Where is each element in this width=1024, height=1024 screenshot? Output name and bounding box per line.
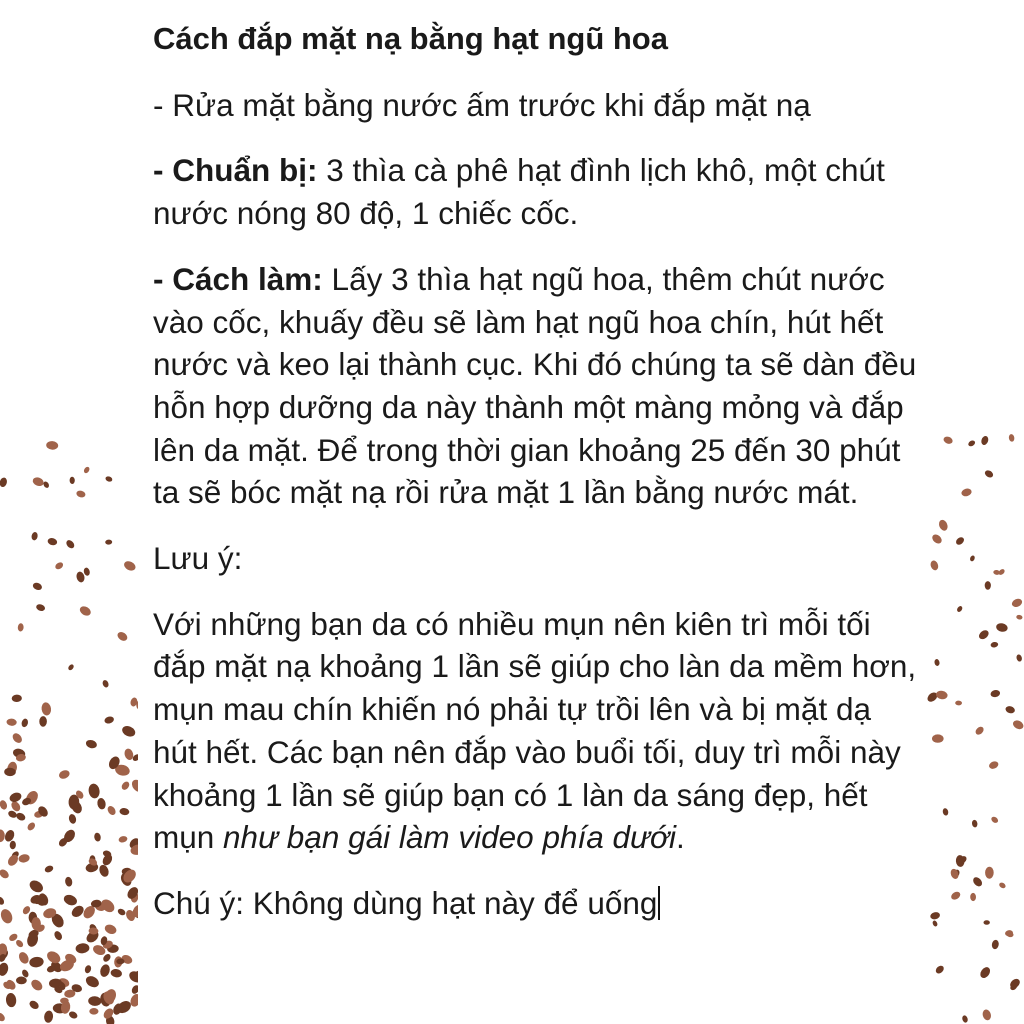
seed-dot: [929, 911, 940, 920]
seed-dot: [32, 581, 43, 591]
seed-dot: [119, 807, 130, 815]
seed-dot: [105, 475, 113, 482]
seed-dot: [75, 943, 90, 954]
seed-dot: [929, 559, 939, 571]
seed-dot: [54, 561, 64, 571]
seed-dot: [70, 903, 86, 919]
note-body-text: Với những bạn da có nhiều mụn nên kiên trì mỗi tối đắp mặt nạ khoảng 1 lần sẽ giúp cho làn da mềm hơn, mụn mau chín khiến nó phải tự trồi lên và bị mặt dạ hút hết. Các bạn nên đắp vào buổi tối, duy trì mỗi này khoảng 1 lần sẽ giúp bạn có 1 làn da sáng đẹp, hết mụn: [153, 605, 917, 856]
seed-dot: [94, 832, 102, 842]
intro-step: - Rửa mặt bằng nước ấm trước khi đắp mặt nạ: [153, 86, 811, 123]
seed-dot: [995, 622, 1008, 632]
seed-dot: [955, 536, 966, 547]
seed-dot: [942, 808, 949, 816]
seed-dot: [17, 950, 30, 965]
seed-dot: [102, 679, 110, 688]
seed-dot: [998, 881, 1006, 889]
seed-dot: [88, 996, 102, 1006]
seed-dot: [76, 490, 87, 499]
seed-dot: [932, 734, 944, 742]
seed-dot: [5, 993, 17, 1008]
seed-dot: [969, 555, 975, 562]
warning-paragraph[interactable]: [153, 882, 923, 925]
article-body: [153, 18, 923, 925]
seed-dot: [104, 715, 115, 724]
preparation-text: 3 thìa cà phê hạt đình lịch khô, một chút nước nóng 80 độ, 1 chiếc cốc.: [153, 152, 885, 232]
seed-dot: [932, 920, 939, 927]
seed-dot: [89, 1008, 98, 1015]
seed-dot: [937, 519, 949, 532]
seed-dot: [120, 724, 136, 738]
seed-dot: [942, 435, 953, 445]
seed-dot: [67, 663, 75, 671]
preparation-paragraph: [153, 149, 923, 234]
seed-dot: [117, 907, 127, 916]
seed-dot: [1008, 434, 1015, 442]
seed-dot: [15, 811, 27, 822]
text-cursor: [658, 886, 660, 920]
seed-dot: [98, 864, 111, 879]
seed-dot: [35, 603, 46, 612]
seed-dot: [0, 1011, 6, 1023]
seed-dot: [53, 930, 64, 942]
method-label: - Cách làm:: [153, 260, 323, 297]
seed-dot: [990, 815, 999, 824]
seed-dot: [0, 799, 8, 810]
seed-dot: [83, 466, 91, 474]
seed-dot: [18, 623, 24, 632]
seed-dot: [0, 895, 6, 906]
article-title: Cách đắp mặt nạ bằng hạt ngũ hoa: [153, 21, 668, 56]
seed-dot: [985, 867, 994, 879]
seed-dot: [971, 819, 978, 827]
seed-dot: [16, 976, 27, 984]
seed-dot: [967, 439, 976, 447]
seed-dot: [1005, 705, 1016, 714]
note-italic-text: như bạn gái làm video phía dưới: [223, 819, 677, 856]
seed-dot: [11, 731, 24, 744]
seed-dot: [8, 791, 23, 804]
seed-dot: [28, 999, 40, 1011]
seed-dot: [956, 605, 963, 613]
method-paragraph: [153, 258, 923, 514]
seed-dot: [46, 441, 59, 451]
seed-dot: [990, 689, 1001, 698]
seed-dot: [984, 920, 990, 925]
seed-dot: [1016, 614, 1023, 620]
seed-dot: [1011, 597, 1024, 608]
seed-dot: [47, 537, 58, 546]
seed-dot: [21, 718, 29, 728]
seed-dot: [103, 923, 117, 936]
seed-dot: [0, 962, 10, 978]
seed-dot: [960, 487, 972, 497]
seed-dot: [978, 965, 992, 979]
seed-dot: [44, 864, 55, 873]
seed-dot: [78, 604, 92, 617]
seed-dot: [18, 853, 31, 863]
seed-dot: [41, 702, 52, 716]
seed-dot: [29, 978, 44, 993]
seed-dot: [980, 435, 989, 446]
seed-dot: [3, 829, 16, 844]
seed-dot: [84, 964, 92, 974]
seed-dot: [934, 659, 940, 667]
seed-dot: [62, 893, 78, 907]
seed-dot: [935, 690, 948, 700]
seed-dot: [984, 469, 995, 479]
note-label: Lưu ý:: [153, 540, 243, 577]
seed-dot: [99, 963, 112, 978]
seed-dot: [58, 769, 71, 781]
seed-dot: [84, 974, 101, 990]
seed-dot: [15, 939, 25, 949]
seed-dot: [39, 716, 47, 727]
seed-dot: [991, 939, 999, 950]
seed-dot: [12, 694, 23, 702]
seed-dot: [69, 477, 74, 484]
seed-dot: [961, 1015, 968, 1024]
seed-dot: [26, 821, 37, 832]
seed-dot: [981, 1009, 992, 1022]
seed-dot: [68, 1010, 79, 1020]
seed-dot: [971, 875, 983, 888]
seed-dot: [83, 567, 91, 576]
seed-dot: [934, 964, 945, 975]
warning-text: Chú ý: Không dùng hạt này để uống: [153, 884, 658, 921]
seed-dot: [110, 968, 123, 978]
seed-dot: [977, 628, 990, 641]
note-paragraph: [153, 603, 923, 859]
seed-dot: [990, 641, 998, 648]
seed-dot: [116, 630, 129, 643]
seed-dot: [27, 878, 45, 895]
seed-dot: [0, 477, 8, 488]
seed-dot: [65, 539, 76, 550]
seed-dot: [96, 797, 106, 810]
seed-dot: [0, 868, 10, 880]
seed-dot: [29, 956, 45, 968]
seed-dot: [68, 813, 77, 824]
seed-dot: [1016, 654, 1023, 662]
seed-dot: [0, 907, 14, 925]
seed-dot: [970, 893, 976, 901]
seed-dot: [105, 539, 112, 544]
seed-dot: [118, 835, 128, 843]
seed-dot: [87, 783, 100, 799]
seed-dot: [950, 890, 962, 901]
seed-dot: [120, 780, 131, 791]
seed-dot: [985, 581, 991, 590]
seed-dot: [0, 829, 5, 842]
seed-dot: [31, 531, 39, 540]
seed-dot: [931, 533, 944, 546]
seed-dot: [974, 725, 985, 736]
note-end-text: .: [676, 819, 685, 856]
seed-dot: [85, 739, 98, 750]
preparation-label: - Chuẩn bị:: [153, 152, 318, 189]
seed-dot: [123, 559, 138, 572]
seed-dot: [9, 841, 16, 850]
seed-dot: [6, 718, 17, 726]
seed-dot: [43, 1010, 53, 1023]
method-text: Lấy 3 thìa hạt ngũ hoa, thêm chút nước vào cốc, khuấy đều sẽ làm hạt ngũ hoa chín, hút hết nước và keo lại thành cục. Khi đó chúng ta sẽ dàn đều hỗn hợp dưỡng da này thành một màng mỏng và đắp lên da mặt. Để trong thời gian khoảng 25 đến 30 phút ta sẽ bóc mặt nạ rồi rửa mặt 1 lần bằng nước mát.: [153, 260, 917, 511]
seed-dot: [64, 876, 73, 887]
seed-dot: [949, 868, 960, 880]
seed-dot: [988, 760, 1000, 770]
seed-dot: [32, 476, 45, 488]
seed-dot: [1011, 719, 1024, 731]
seed-dot: [106, 804, 117, 816]
seed-dot: [955, 701, 962, 706]
